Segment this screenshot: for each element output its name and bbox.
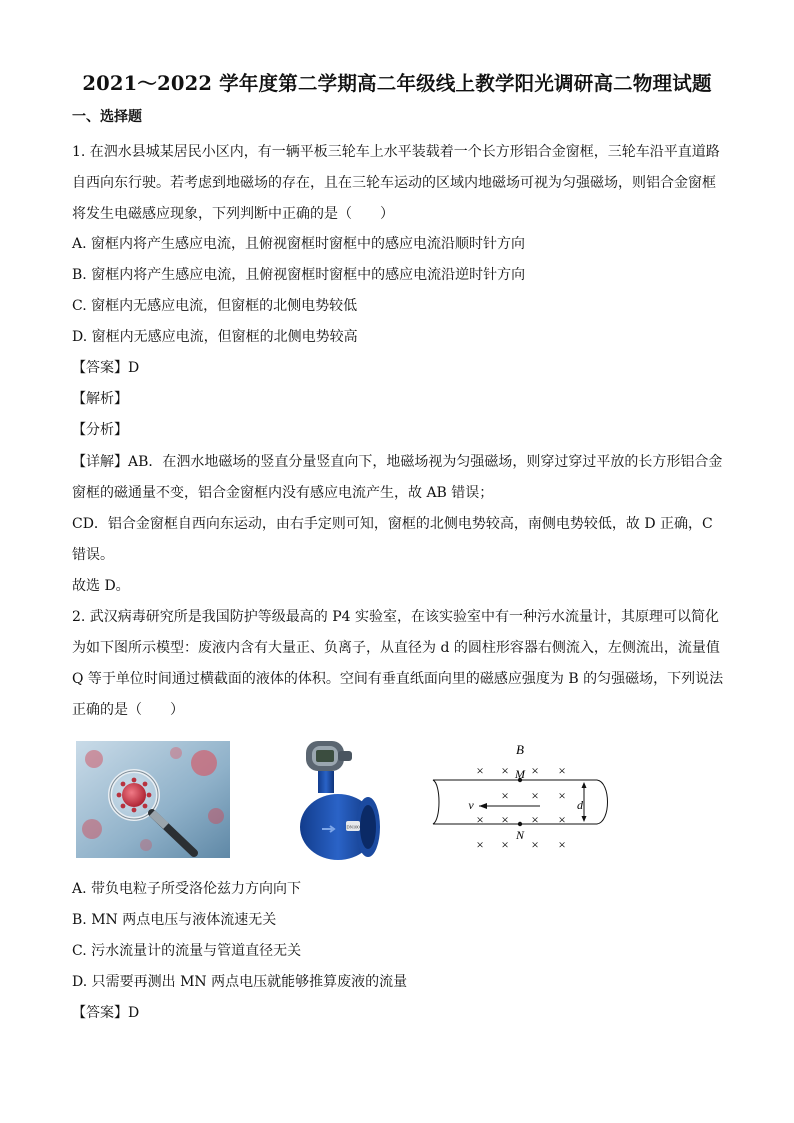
label-d: d [577,798,583,812]
q2-option-c: C. 污水流量计的流量与管道直径无关 [72,943,302,959]
meter-label: DN100 [346,824,360,830]
field-cross-mark: × [531,788,539,803]
field-cross-mark: × [476,837,484,852]
field-cross-mark: × [476,763,484,778]
flow-meter-image [292,737,388,864]
q2-stem-line-2: 为如下图所示模型：废液内含有大量正、负离子，从直径为 d 的圆柱形容器右侧流入，左侧流出，流量值 [72,640,720,656]
virus-image [76,741,230,858]
field-cross-mark: × [501,763,509,778]
field-diagram-svg [425,742,625,856]
q1-option-d: D. 窗框内无感应电流，但窗框的北侧电势较高 [72,329,358,345]
q2-option-a: A. 带负电粒子所受洛伦兹力方向向下 [72,881,302,897]
q1-detail-line-4: 错误。 [72,547,114,563]
q1-stem-line-1: 1. 在泗水县城某居民小区内，有一辆平板三轮车上水平装载着一个长方形铝合金窗框，三轮车沿平直道路 [72,144,720,160]
label-N: N [515,828,525,842]
q1-answer: 【答案】D [72,360,140,376]
q1-fenxi: 【分析】 [72,422,128,438]
label-M: M [515,767,525,781]
label-v: v [468,798,474,812]
field-cross-mark: × [501,812,509,827]
q1-detail-line-5: 故选 D。 [72,578,130,594]
q2-answer: 【答案】D [72,1005,140,1021]
field-cross-mark: × [501,837,509,852]
q1-option-c: C. 窗框内无感应电流，但窗框的北侧电势较低 [72,298,358,314]
q1-detail-line-3: CD．铝合金窗框自西向东运动，由右手定则可知，窗框的北侧电势较高，南侧电势较低，故 D 正确，C [72,516,713,532]
label-B: B [516,742,524,757]
q2-stem-line-1: 2. 武汉病毒研究所是我国防护等级最高的 P4 实验室，在该实验室中有一种污水流量计，其原理可以简化 [72,609,720,625]
section-heading: 一、选择题 [72,109,142,125]
page-title: 2021～2022 学年度第二学期高二年级线上教学阳光调研高二物理试题 [82,72,712,95]
field-cross-mark: × [558,763,566,778]
field-cross-mark: × [558,812,566,827]
q1-stem-line-2: 自西向东行驶。若考虑到地磁场的存在，且在三轮车运动的区域内地磁场可视为匀强磁场，则铝合金窗框 [72,175,716,191]
q2-stem-line-4: 正确的是（ ） [72,702,184,718]
q1-option-b: B. 窗框内将产生感应电流，且俯视窗框时窗框中的感应电流沿逆时针方向 [72,267,526,283]
q1-detail-line-2: 窗框的磁通量不变，铝合金窗框内没有感应电流产生，故 AB 错误； [72,485,494,501]
q1-option-a: A. 窗框内将产生感应电流，且俯视窗框时窗框中的感应电流沿顺时针方向 [72,236,526,252]
field-cross-mark: × [558,837,566,852]
field-cross-mark: × [501,788,509,803]
field-cross-mark: × [531,812,539,827]
q2-option-d: D. 只需要再测出 MN 两点电压就能够推算废液的流量 [72,974,408,990]
q2-option-b: B. MN 两点电压与液体流速无关 [72,912,277,928]
field-cross-mark: × [531,837,539,852]
field-cross-mark: × [558,788,566,803]
field-cross-mark: × [476,812,484,827]
q1-stem-line-3: 将发生电磁感应现象，下列判断中正确的是（ ） [72,206,394,222]
magnetic-field-diagram [425,742,625,856]
q1-analysis-header: 【解析】 [72,391,128,407]
field-cross-mark: × [531,763,539,778]
q2-stem-line-3: Q 等于单位时间通过横截面的液体的体积。空间有垂直纸面向里的磁感应强度为 B 的匀强磁场，下列说法 [72,671,724,687]
q1-detail-line-1: 【详解】AB．在泗水地磁场的竖直分量竖直向下，地磁场视为匀强磁场，则穿过穿过平放的长方形铝合金 [72,454,723,470]
